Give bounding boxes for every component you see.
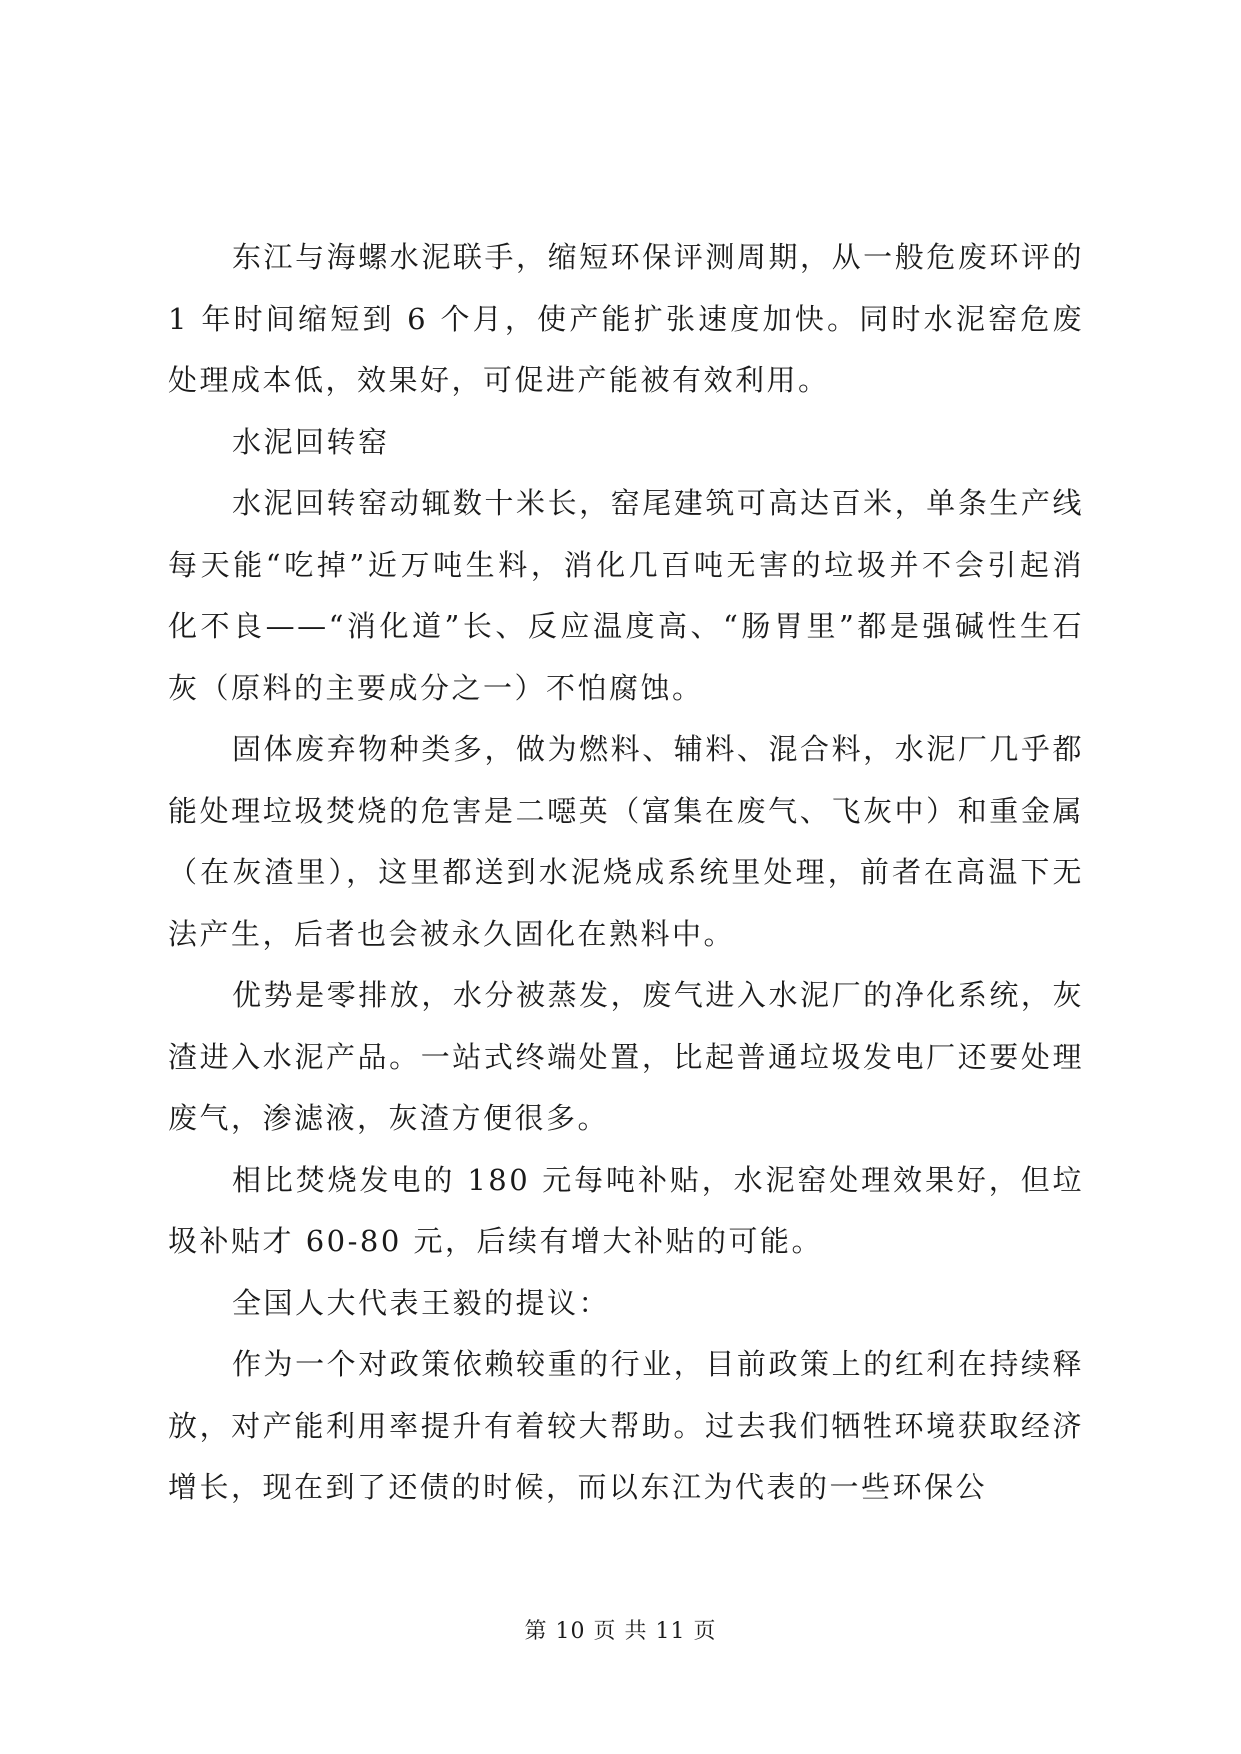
section-heading: 水泥回转窑 (232, 424, 390, 459)
paragraph-4: 优势是零排放，水分被蒸发，废气进入水泥厂的净化系统，灰渣进入水泥产品。一站式终端处置，比起普通垃圾发电厂还要处理废气，渗滤液，灰渣方便很多。 (168, 978, 1084, 1135)
page-footer (0, 1618, 1241, 1646)
paragraph-7: 作为一个对政策依赖较重的行业，目前政策上的红利在持续释放，对产能利用率提升有着较大帮助。过去我们牺牲环境获取经济增长，现在到了还债的时候，而以东江为代表的一些环保公 (168, 1347, 1084, 1504)
page-number: 第 10 页 共 11 页 (524, 1619, 717, 1644)
paragraph-6: 全国人大代表王毅的提议： (232, 1285, 611, 1320)
paragraph-1: 东江与海螺水泥联手，缩短环保评测周期，从一般危废环评的 1 年时间缩短到 6 个月，使产能扩张速度加快。同时水泥窑危废处理成本低，效果好，可促进产能被有效利用。 (168, 240, 1084, 397)
paragraph-2: 水泥回转窑动辄数十米长，窑尾建筑可高达百米，单条生产线每天能“吃掉”近万吨生料，消化几百吨无害的垃圾并不会引起消化不良——“消化道”长、反应温度高、“肠胃里”都是强碱性生石灰（原料的主要成分之一）不怕腐蚀。 (168, 486, 1084, 705)
document-body (168, 227, 1084, 1519)
paragraph-3: 固体废弃物种类多，做为燃料、辅料、混合料，水泥厂几乎都能处理垃圾焚烧的危害是二噁英（富集在废气、飞灰中）和重金属（在灰渣里），这里都送到水泥烧成系统里处理，前者在高温下无法产生，后者也会被永久固化在熟料中。 (168, 732, 1084, 951)
paragraph-5: 相比焚烧发电的 180 元每吨补贴，水泥窑处理效果好，但垃圾补贴才 60-80 元，后续有增大补贴的可能。 (168, 1162, 1084, 1258)
